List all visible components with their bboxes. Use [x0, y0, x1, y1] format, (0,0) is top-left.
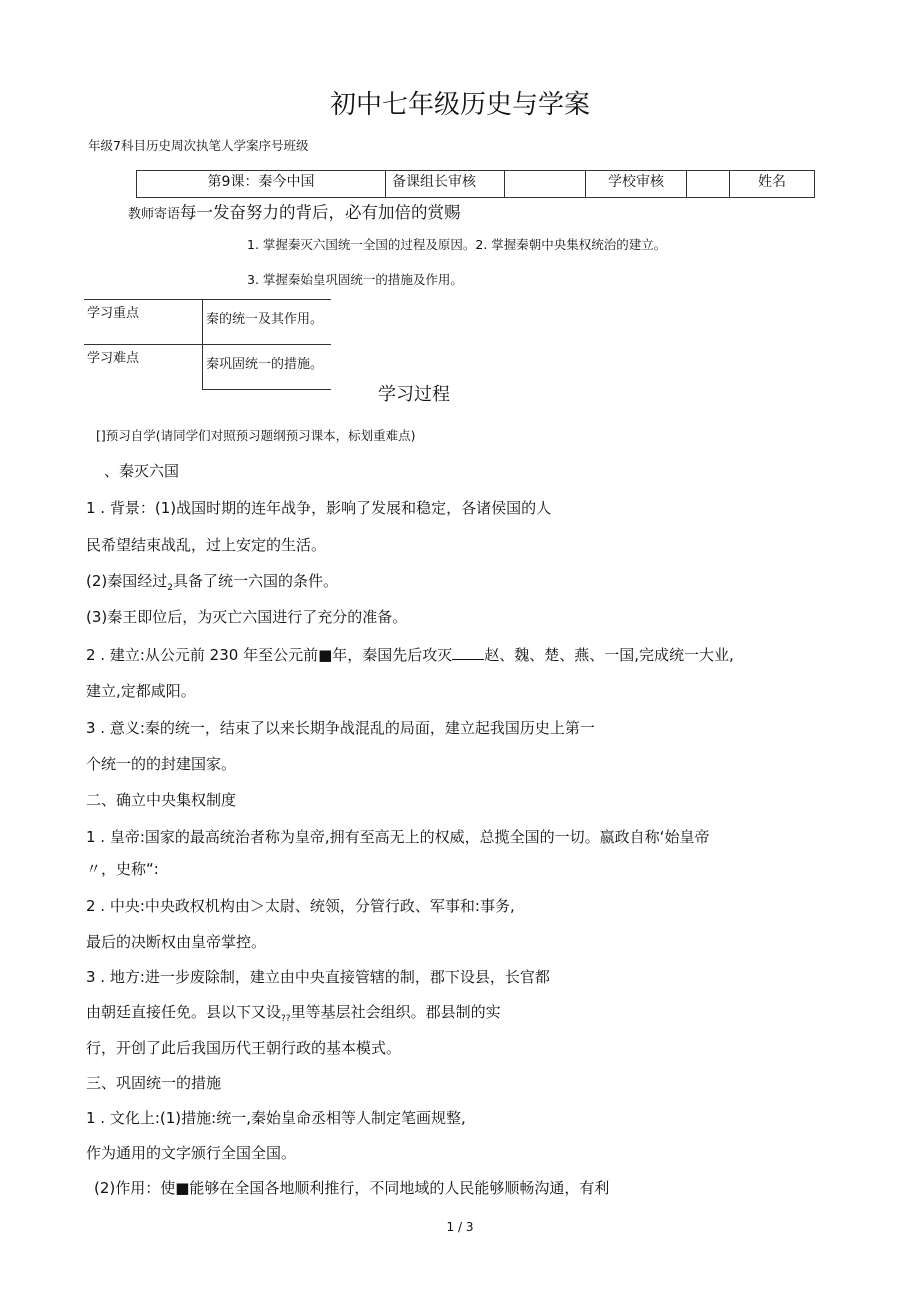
- body-line: (2)秦国经过$_2$具备了统一六国的条件。: [86, 572, 338, 593]
- lesson-info-table: [136, 170, 815, 198]
- meta-line: 年级7科目历史周次执笔人学案序号班级: [88, 138, 309, 153]
- body-line: 1 . 文化上:(1)措施:统一,秦始皇命丞相等人制定笔画规整,: [86, 1109, 466, 1127]
- body-line: 2 . 建立:从公元前 230 年至公元前■年，秦国先后攻灭 赵、魏、楚、燕、一国,完成统一大业,: [86, 646, 734, 664]
- motto-label: 教师寄语: [128, 207, 181, 222]
- body-line: 作为通用的文字颁行全国全国。: [86, 1144, 297, 1162]
- school-review-label: 学校审核: [586, 171, 687, 198]
- lesson-cell: 第9课：秦今中国: [137, 171, 386, 198]
- body-line: 3 . 意义:秦的统一，结束了以来长期争战混乱的局面，建立起我国历史上第一: [86, 719, 595, 737]
- body-line: 个统一的的封建国家。: [86, 755, 237, 773]
- body-line: 最后的决断权由皇帝掌控。: [86, 933, 267, 951]
- fill-blank: [452, 645, 484, 660]
- section-heading-2: 二、确立中央集权制度: [86, 791, 237, 809]
- body-line: 民希望结束战乱，过上安定的生活。: [86, 536, 327, 554]
- body-line: 由朝廷直接任免。县以下又设$_{??}$里等基层社会组织。郡县制的实: [86, 1003, 501, 1024]
- body-line: 1 . 皇帝:国家的最高统治者称为皇帝,拥有至高无上的权威，总揽全国的一切。嬴政自称‘始皇帝: [86, 828, 710, 846]
- motto-text: 每一发奋努力的背后，必有加倍的赏赐: [180, 203, 461, 222]
- section-heading-3: 三、巩固统一的措施: [86, 1074, 222, 1092]
- body-line: 行，开创了此后我国历代王朝行政的基本模式。: [86, 1039, 402, 1057]
- focus-value: 秦的统一及其作用。: [203, 300, 332, 345]
- body-line: 建立,定都咸阳。: [86, 682, 196, 700]
- page-number: 1 / 3: [446, 1220, 474, 1234]
- preview-note: []预习自学(请同学们对照预习题纲预习课本，标划重难点): [96, 428, 416, 443]
- section-title: 学习过程: [378, 384, 450, 405]
- body-line: 〃，史称“:: [86, 860, 159, 878]
- group-review-label: 备课组长审核: [386, 171, 505, 198]
- goal-line-1: 1. 掌握秦灭六国统一全国的过程及原因。2. 掌握秦朝中央集权统治的建立。: [247, 237, 667, 252]
- group-review-value: [505, 171, 586, 198]
- school-review-value: [687, 171, 730, 198]
- body-line: 3 . 地方:进一步废除制，建立由中央直接管辖的制，郡下设县，长官都: [86, 968, 550, 986]
- document-title: 初中七年级历史与学案: [329, 90, 590, 120]
- teacher-motto: [128, 199, 461, 223]
- difficulty-value: 秦巩固统一的措施。: [203, 345, 332, 390]
- section-heading-1: 、秦灭六国: [104, 462, 180, 480]
- difficulty-label: 学习难点: [84, 345, 203, 390]
- key-points-table: [84, 299, 331, 390]
- body-line: (2)作用：使■能够在全国各地顺利推行，不同地域的人民能够顺畅沟通，有利: [94, 1179, 610, 1197]
- body-line: 2 . 中央:中央政权机构由＞太尉、统领，分管行政、军事和:事务,: [86, 897, 515, 915]
- body-line: (3)秦王即位后，为灭亡六国进行了充分的准备。: [86, 608, 408, 626]
- name-label: 姓名: [730, 171, 815, 198]
- focus-label: 学习重点: [84, 300, 203, 345]
- body-line: 1 . 背景：(1)战国时期的连年战争，影响了发展和稳定，各诸侯国的人: [86, 499, 552, 517]
- goal-line-2: 3. 掌握秦始皇巩固统一的措施及作用。: [247, 272, 463, 287]
